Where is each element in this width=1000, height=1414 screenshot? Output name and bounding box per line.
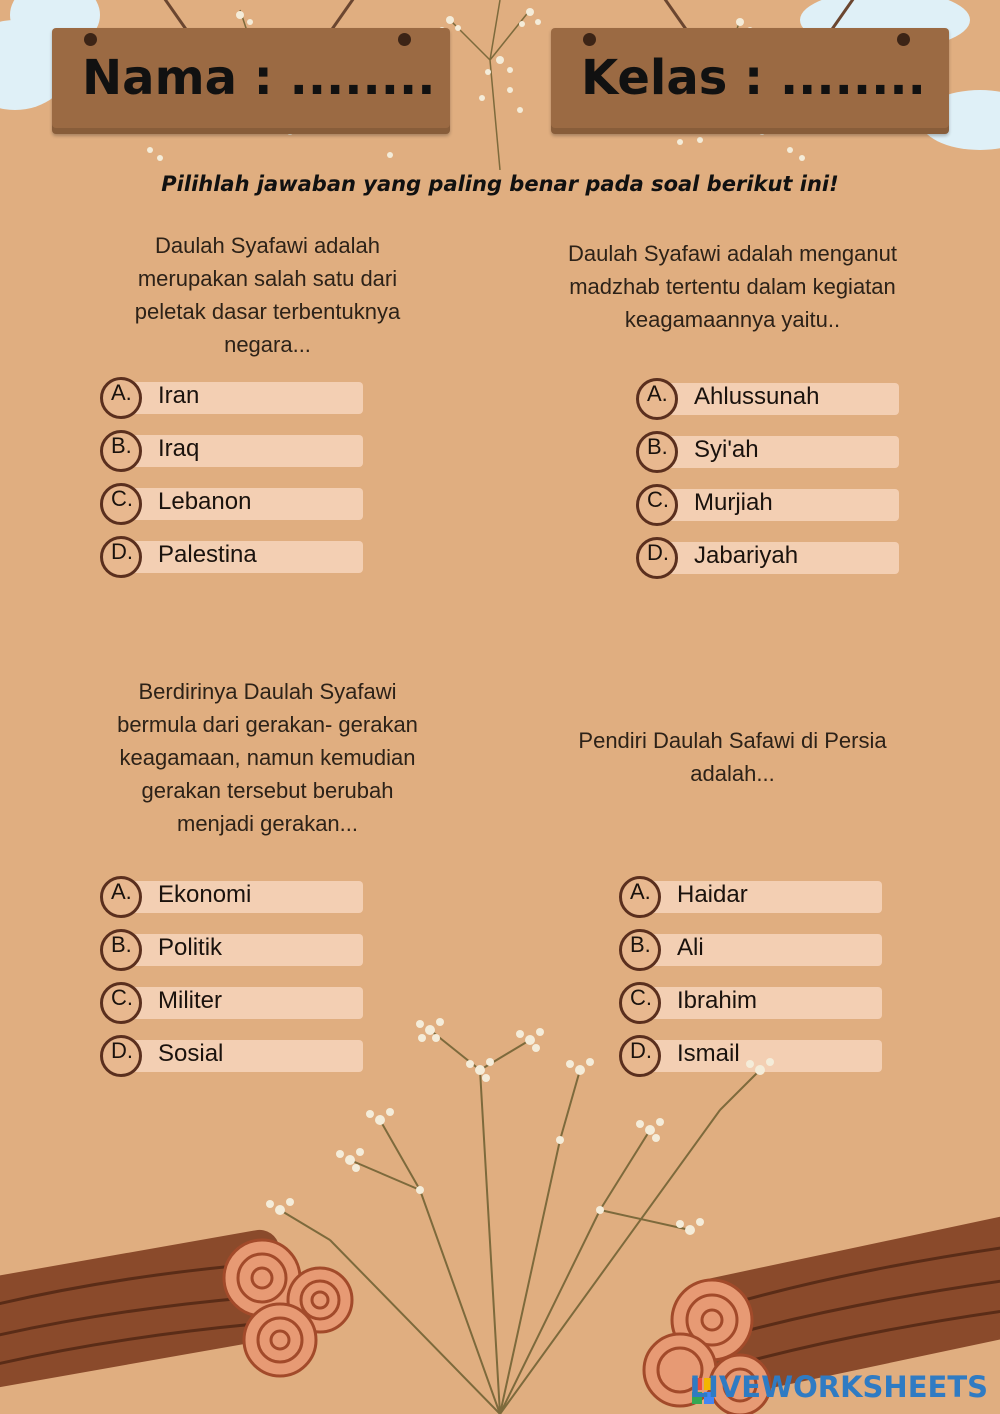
- option-label: Ekonomi: [158, 881, 252, 908]
- option-letter: A.: [111, 879, 132, 904]
- option-label: Haidar: [677, 881, 748, 908]
- name-field[interactable]: Nama : ........: [82, 50, 436, 106]
- option-label: Syi'ah: [694, 436, 759, 463]
- option-label: Jabariyah: [694, 542, 799, 569]
- option-label: Palestina: [158, 541, 257, 568]
- option-letter: A.: [111, 380, 132, 405]
- option-label: Iraq: [158, 435, 200, 462]
- bottom-logs-and-flowers-decoration: [0, 1010, 1000, 1414]
- option-letter: B.: [647, 434, 668, 459]
- instruction-text: Pilihlah jawaban yang paling benar pada soal berikut ini!: [161, 172, 839, 196]
- option-label: Iran: [158, 382, 200, 409]
- class-field[interactable]: Kelas : ........: [581, 50, 926, 106]
- option-letter: D.: [111, 1038, 133, 1063]
- option-letter: A.: [647, 381, 668, 406]
- option-letter: C.: [647, 487, 669, 512]
- option-letter: B.: [111, 433, 132, 458]
- option-label: Ismail: [677, 1040, 740, 1067]
- option-letter: C.: [111, 486, 133, 511]
- option-label: Militer: [158, 987, 222, 1014]
- name-sign: [52, 28, 450, 134]
- option-label: Politik: [158, 934, 223, 961]
- option-letter: D.: [111, 539, 133, 564]
- option-label: Ali: [677, 934, 704, 961]
- class-sign: [551, 28, 949, 134]
- option-label: Lebanon: [158, 488, 252, 515]
- question-2-text: Daulah Syafawi adalah menganut madzhab tertentu dalam kegiatan keagamaannya yaitu..: [567, 241, 897, 332]
- option-label: Murjiah: [694, 489, 773, 516]
- option-letter: D.: [630, 1038, 652, 1063]
- question-1-text: Daulah Syafawi adalah merupakan salah satu dari peletak dasar terbentuknya negara...: [134, 233, 401, 357]
- option-label: Ahlussunah: [694, 383, 820, 410]
- option-letter: D.: [647, 540, 669, 565]
- option-letter: C.: [630, 985, 652, 1010]
- option-label: Sosial: [158, 1040, 224, 1067]
- left-log-rings: [224, 1240, 352, 1376]
- question-4-text: Pendiri Daulah Safawi di Persia adalah...: [578, 728, 887, 786]
- option-letter: A.: [630, 879, 651, 904]
- option-label: Ibrahim: [677, 987, 758, 1014]
- option-letter: B.: [111, 932, 132, 957]
- nail-icon: [897, 33, 910, 46]
- question-3-text: Berdirinya Daulah Syafawi bermula dari gerakan- gerakan keagamaan, namun kemudian gerakan tersebut berubah menjadi gerakan...: [117, 679, 418, 836]
- option-letter: B.: [630, 932, 651, 957]
- nail-icon: [398, 33, 411, 46]
- option-letter: C.: [111, 985, 133, 1010]
- nail-icon: [583, 33, 596, 46]
- watermark-text: LIVEWORKSHEETS: [689, 1370, 988, 1404]
- nail-icon: [84, 33, 97, 46]
